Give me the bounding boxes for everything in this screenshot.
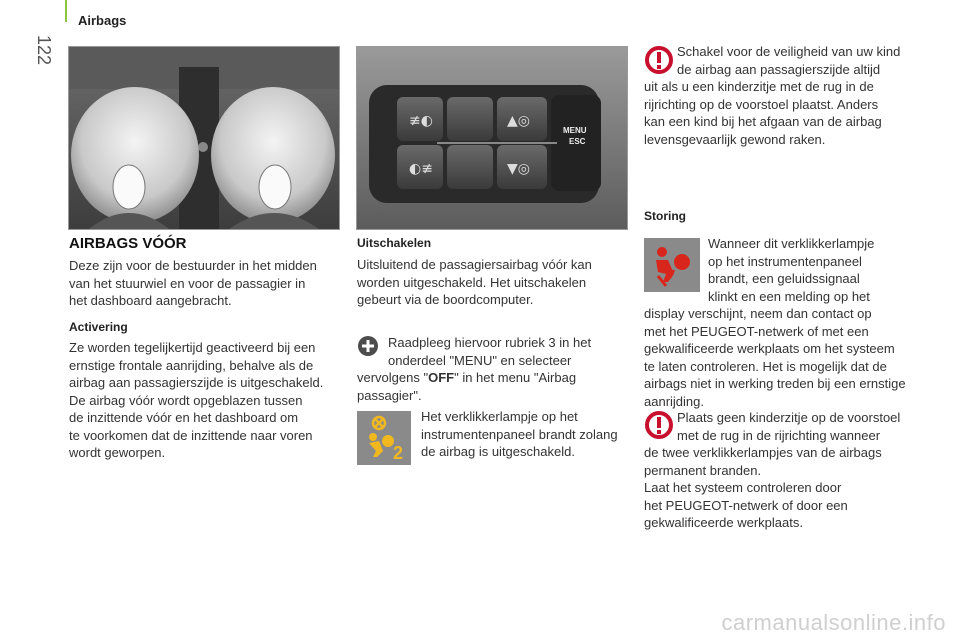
text-line: display verschijnt, neem dan contact op xyxy=(644,306,872,321)
text-line: Raadpleeg hiervoor rubriek 3 in het xyxy=(388,335,592,350)
text-line: de airbag aan passagierszijde altijd xyxy=(677,61,881,77)
text-line: Schakel voor de veiligheid van uw kind xyxy=(677,44,901,59)
text-line: op het instrumentenpaneel xyxy=(708,253,862,269)
text-line: gekwalificeerde werkplaats om het systeem xyxy=(644,341,895,356)
text-line: Het verklikkerlampje op het xyxy=(421,409,578,424)
text-line: permanent branden. xyxy=(644,462,762,478)
section-heading: AIRBAGS VÓÓR xyxy=(69,235,187,252)
warning-paragraph-1 xyxy=(644,43,934,148)
subheading-uitschakelen: Uitschakelen xyxy=(357,236,432,250)
text-line: brandt, een geluidssignaal xyxy=(708,271,860,286)
text-line: Uitsluitend de passagiersairbag vóór kan xyxy=(357,257,592,272)
text-line: uit als u een kinderzitje met de rug in de xyxy=(644,79,874,94)
warning-paragraph-2 xyxy=(644,409,934,532)
text-line: airbag aan passagierszijde is uitgeschakeld. xyxy=(69,375,324,390)
text-line: te voorkomen dat de inzittende naar voren xyxy=(69,427,313,443)
text-line: ernstige frontale aanrijding, behalve als de xyxy=(69,357,314,373)
subheading-storing: Storing xyxy=(644,209,686,223)
text-line: het PEUGEOT-netwerk of door een xyxy=(644,497,848,513)
text-line: levensgevaarlijk gewond raken. xyxy=(644,131,826,147)
text-line: aanrijding. xyxy=(644,393,704,409)
text-line: worden uitgeschakeld. Het uitschakelen xyxy=(357,274,587,290)
activering-paragraph xyxy=(69,339,349,462)
text-line: met het PEUGEOT-netwerk of met een xyxy=(644,323,869,339)
intro-paragraph xyxy=(69,257,349,310)
text-line: Ze worden tegelijkertijd geactiveerd bij een xyxy=(69,340,316,355)
text-line-off xyxy=(357,369,637,387)
text-line: De airbag vóór wordt opgeblazen tussen xyxy=(69,392,303,408)
airbag-off-warning-icon xyxy=(357,411,411,465)
text-line: Plaats geen kinderzitje op de voorstoel xyxy=(677,410,901,425)
section-marker xyxy=(65,0,67,22)
text-line: Deze zijn voor de bestuurder in het midden xyxy=(69,258,317,273)
subheading-activering: Activering xyxy=(69,320,128,334)
text-line: het dashboard aangebracht. xyxy=(69,293,232,308)
off-keyword: OFF xyxy=(428,370,455,385)
text-line: onderdeel "MENU" en selecteer xyxy=(388,352,572,368)
airbags-illustration xyxy=(69,47,339,229)
text-line: passagier". xyxy=(357,387,422,403)
svg-text:▲◎: ▲◎ xyxy=(507,113,530,129)
lamp-paragraph xyxy=(421,408,631,461)
uitschakelen-paragraph xyxy=(357,256,637,309)
text-line: wordt geworpen. xyxy=(69,445,166,460)
text-line: Laat het systeem controleren door xyxy=(644,480,842,495)
text-line: Wanneer dit verklikkerlampje xyxy=(708,236,875,251)
text-line: klinkt en een melding op het xyxy=(708,288,870,304)
watermark: carmanualsonline.info xyxy=(721,610,946,635)
airbags-photo xyxy=(68,46,340,230)
svg-text:◐≢: ◐≢ xyxy=(409,161,433,177)
text-line: te laten controleren. Het is mogelijk dat de xyxy=(644,358,887,374)
icon-digit: 2 xyxy=(393,443,404,463)
text-line: airbags niet in werking treden bij een ernstige xyxy=(644,376,906,391)
menu-button-label: MENU xyxy=(563,126,587,135)
text-line: de inzittende vóór en het dashboard om xyxy=(69,410,299,425)
tip-pre: vervolgens " xyxy=(357,370,429,385)
control-panel-photo xyxy=(356,46,628,230)
text-line: de twee verklikkerlampjes van de airbags xyxy=(644,445,882,460)
text-line: van het stuurwiel en voor de passagier in xyxy=(69,275,306,291)
control-panel-illustration xyxy=(357,47,627,229)
text-line: de airbag is uitgeschakeld. xyxy=(421,444,575,459)
section-title: Airbags xyxy=(78,13,127,28)
text-line: gebeurt via de boordcomputer. xyxy=(357,292,534,307)
page-number: 122 xyxy=(34,34,54,66)
text-line: met de rug in de rijrichting wanneer xyxy=(677,427,881,443)
storing-paragraph xyxy=(644,235,934,410)
text-line: kan een kind bij het afgaan van de airbag xyxy=(644,114,882,129)
text-line: gekwalificeerde werkplaats. xyxy=(644,515,803,530)
text-line: rijrichting op de voorstoel plaatst. Anders xyxy=(644,96,879,112)
esc-button-label: ESC xyxy=(569,137,586,146)
tip-post: " in het menu "Airbag xyxy=(454,370,577,385)
tip-paragraph xyxy=(357,334,637,404)
svg-text:≢◐: ≢◐ xyxy=(409,113,433,129)
text-line: instrumentenpaneel brandt zolang xyxy=(421,426,618,442)
svg-text:▼◎: ▼◎ xyxy=(507,161,530,177)
